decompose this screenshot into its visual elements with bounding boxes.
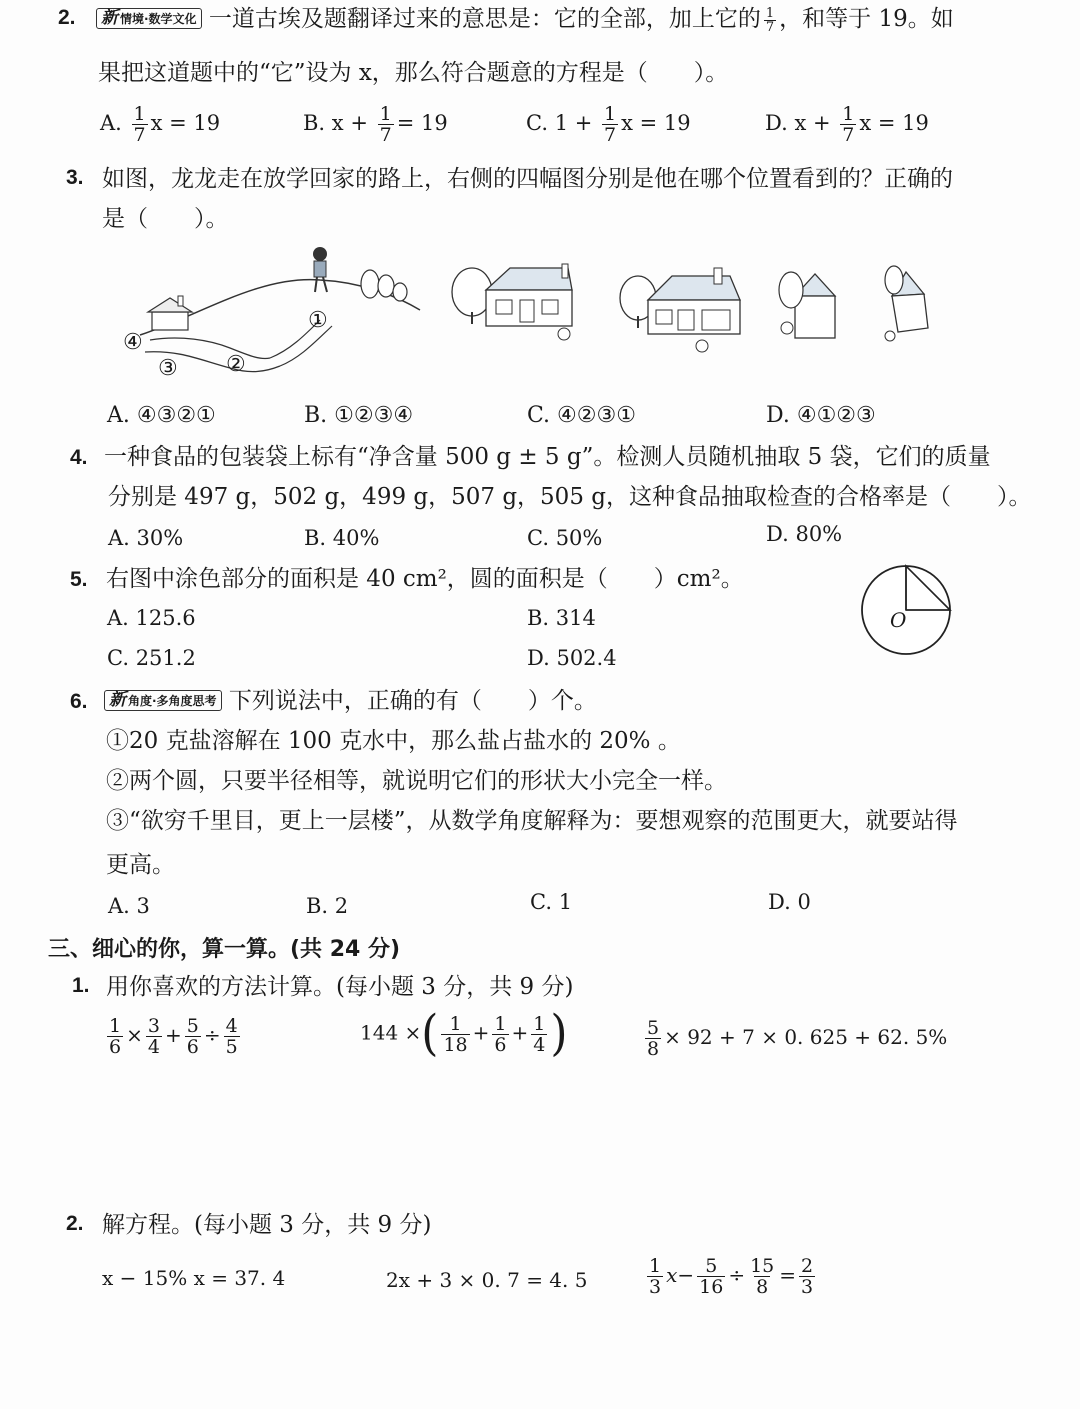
s3-part1-number: 1. (72, 974, 90, 997)
q4-option-b: B. 40% (304, 526, 380, 550)
equation-3: $\frac{1}{3}$ x− $\frac{5}{16}$ ÷ $\frac{15}{8}$ = $\frac{2}{3}$ (649, 1255, 814, 1298)
section-3-title: 三、细心的你，算一算。(共 24 分) (48, 937, 401, 962)
q3-number: 3. (66, 166, 84, 189)
q3-option-c: C. ④②③① (527, 403, 636, 428)
view-picture-2 (618, 266, 748, 356)
view-picture-3 (775, 266, 843, 348)
q6-statement-3: ③“欲穷千里目，更上一层楼”，从数学角度解释为：要想观察的范围更大，就要站得 (106, 808, 958, 834)
s3-part1-text: 用你喜欢的方法计算。(每小题 3 分，共 9 分) (106, 974, 574, 1000)
q5-option-a: A. 125.6 (107, 606, 196, 630)
equation-2: 2x + 3 × 0. 7 = 4. 5 (386, 1268, 588, 1292)
q4-number: 4. (70, 446, 88, 469)
q6-statement-2: ②两个圆，只要半径相等，就说明它们的形状大小完全一样。 (106, 768, 727, 794)
q6-statement-1: ①20 克盐溶解在 100 克水中，那么盐占盐水的 20% 。 (106, 728, 681, 754)
q6-number: 6. (70, 690, 88, 713)
calc-expression-2: 144 ×( $\frac{1}{18}$ + $\frac{1}{6}$ + $\frac{1}{4}$ ) (360, 1005, 568, 1062)
q6-tag-badge: 新 角度·多角度思考 (104, 690, 222, 711)
q2-option-c: C. 1 + $\frac{1}{7}$ x = 19 (526, 103, 691, 146)
q3-option-b: B. ①②③④ (304, 403, 414, 428)
q4-line2: 分别是 497 g，502 g，499 g，507 g，505 g，这种食品抽取检查的合格率是（ ）。 (108, 484, 1032, 510)
q2-line2: 果把这道题中的“它”设为 x，那么符合题意的方程是（ ）。 (98, 60, 729, 86)
q3-option-a: A. ④③②① (107, 403, 216, 428)
view-picture-4 (876, 262, 936, 350)
view-picture-1 (450, 262, 580, 352)
q2-inline-fraction: $\frac{1}{7}$ (765, 5, 775, 35)
q4-option-a: A. 30% (108, 526, 184, 550)
q6-statement-3-cont: 更高。 (106, 852, 175, 878)
q4-option-d: D. 80% (766, 522, 843, 546)
equation-1: x − 15% x = 37. 4 (102, 1266, 286, 1290)
q5-option-d: D. 502.4 (527, 646, 617, 670)
q6-option-c: C. 1 (530, 890, 573, 914)
s3-part2-number: 2. (66, 1212, 84, 1235)
boy-icon (313, 247, 327, 292)
q6-option-a: A. 3 (108, 894, 150, 918)
q5-number: 5. (70, 568, 88, 591)
q2-option-b: B. x + $\frac{1}{7}$ = 19 (303, 103, 448, 146)
q2-tag-badge: 新 情境·数学文化 (96, 8, 202, 29)
q5-option-c: C. 251.2 (107, 646, 196, 670)
q3-option-d: D. ④①②③ (766, 403, 876, 428)
q6-option-b: B. 2 (306, 894, 349, 918)
calc-expression-3: $\frac{5}{8}$ × 92 + 7 × 0. 625 + 62. 5% (647, 1017, 948, 1060)
q3-line1: 如图，龙龙走在放学回家的路上，右侧的四幅图分别是他在哪个位置看到的？正确的 (102, 166, 953, 192)
q6-option-d: D. 0 (768, 890, 811, 914)
marker-4: ④ (123, 330, 143, 355)
q5-line1: 右图中涂色部分的面积是 40 cm²，圆的面积是（ ）cm²。 (106, 566, 744, 592)
q2-number: 2. (58, 6, 76, 29)
marker-1: ① (308, 308, 328, 333)
q2-line1: 新 情境·数学文化 一道古埃及题翻译过来的意思是：它的全部，加上它的 $\frac{1}{7}$ ，和等于 19。如 (96, 4, 954, 34)
q5-option-b: B. 314 (527, 606, 596, 630)
small-house-icon (148, 296, 192, 330)
s3-part2-text: 解方程。(每小题 3 分，共 9 分) (102, 1212, 432, 1238)
q6-line1: 新 角度·多角度思考 下列说法中，正确的有（ ）个。 (104, 686, 597, 716)
q5-center-label: O (890, 608, 907, 632)
marker-2: ② (226, 352, 246, 377)
q2-option-d: D. x + $\frac{1}{7}$ x = 19 (765, 103, 929, 146)
marker-3: ③ (158, 356, 178, 381)
q2-option-a: A. $\frac{1}{7}$ x = 19 (100, 103, 221, 146)
q3-line2: 是（ ）。 (102, 206, 229, 232)
trees-icon (361, 270, 407, 301)
calc-expression-1: $\frac{1}{6}$ × $\frac{3}{4}$ + $\frac{5}{6}$ ÷ $\frac{4}{5}$ (109, 1015, 238, 1058)
q4-line1: 一种食品的包装袋上标有“净含量 500 g ± 5 g”。检测人员随机抽取 5 袋，它们的质量 (104, 444, 991, 470)
q4-option-c: C. 50% (527, 526, 603, 550)
